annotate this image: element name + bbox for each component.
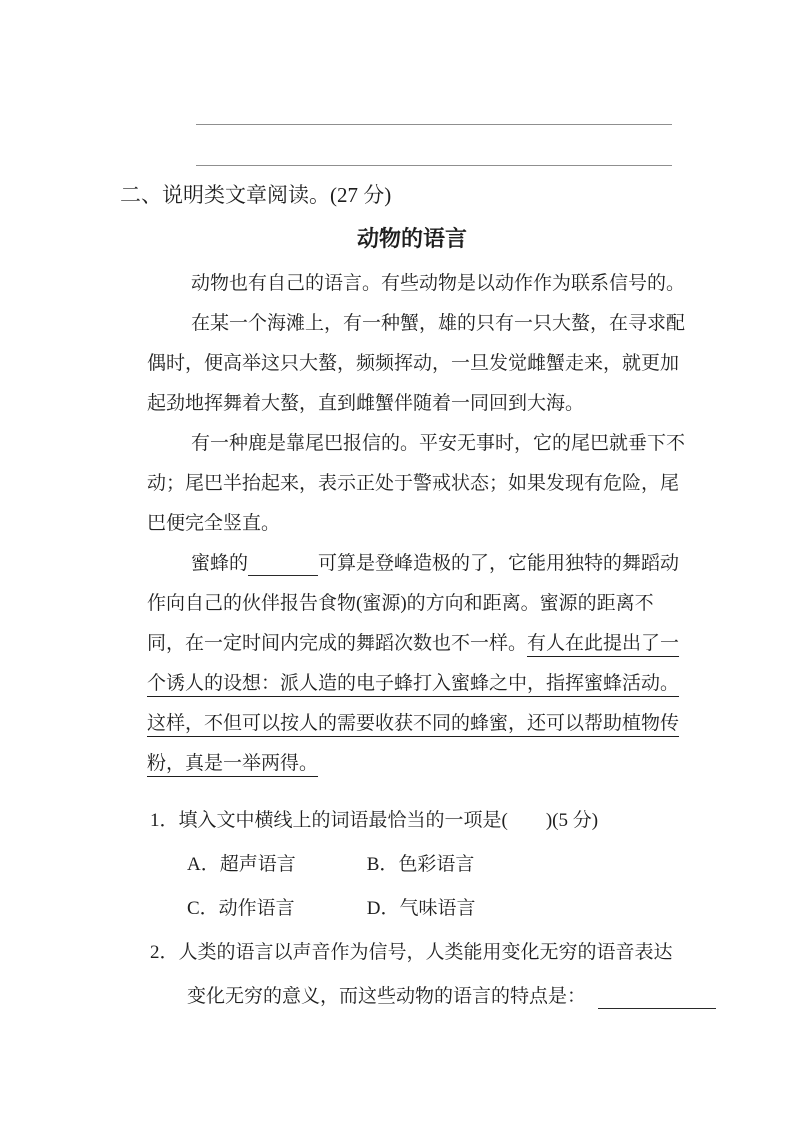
option-a: A．超声语言: [187, 854, 296, 875]
article-text: 个诱人的设想：派人造的电子蜂打入蜜蜂之中，指挥蜜蜂活动。: [147, 673, 680, 694]
article-line: [147, 624, 793, 664]
article-line: [147, 464, 793, 504]
option-c: C．动作语言: [187, 898, 295, 919]
questions-section: [150, 799, 793, 1019]
article-text: 动物也有自己的语言。有些动物是以动作作为联系信号的。: [191, 273, 686, 294]
article-title: 动物的语言: [356, 226, 467, 251]
question-2-line-1: 2．人类的语言以声音作为信号，人类能用变化无穷的语音表达: [150, 942, 673, 963]
article-text: 可算是登峰造极的了，它能用独特的舞蹈动: [318, 553, 680, 574]
article-text: 有人在此提出了一: [527, 633, 680, 654]
option-d: D．气味语言: [366, 898, 476, 919]
section-header: 二、说明类文章阅读。(27 分): [120, 183, 392, 207]
article-line: [147, 744, 793, 784]
article-line: [147, 304, 793, 344]
question-1-options-row: [150, 843, 793, 887]
top-answer-lines: [0, 0, 793, 166]
article-line: [147, 424, 793, 464]
article-body: [147, 264, 793, 784]
article-line: [147, 344, 793, 384]
article-text: 同，在一定时间内完成的舞蹈次数也不一样。: [147, 633, 528, 654]
article-text: 粉，真是一举两得。: [147, 753, 319, 774]
article-text: 蜜蜂的: [191, 553, 249, 574]
article-line: [147, 504, 793, 544]
question-1: 1．填入文中横线上的词语最恰当的一项是( )(5 分): [150, 810, 599, 831]
article-line: [147, 664, 793, 704]
question-2-line-2: [150, 975, 793, 1019]
article-line: [147, 544, 793, 584]
article-text: 偶时，便高举这只大螯，频频挥动，一旦发觉雌蟹走来，就更加: [147, 353, 680, 374]
article-text: 巴便完全竖直。: [147, 513, 281, 534]
fill-blank: [598, 996, 716, 1009]
article-line: [147, 584, 793, 624]
question-2-text: 变化无穷的意义，而这些动物的语言的特点是：: [187, 986, 587, 1007]
fill-blank: [248, 563, 318, 576]
article-text: 在某一个海滩上，有一种蟹，雄的只有一只大螯，在寻求配: [191, 313, 686, 334]
option-b: B．色彩语言: [366, 854, 475, 875]
article-line: [147, 384, 793, 424]
article-text: 有一种鹿是靠尾巴报信的。平安无事时，它的尾巴就垂下不: [191, 433, 686, 454]
answer-line: [196, 165, 672, 166]
article-text: 动；尾巴半抬起来，表示正处于警戒状态；如果发现有危险，尾: [147, 473, 680, 494]
article-text: 这样，不但可以按人的需要收获不同的蜂蜜，还可以帮助植物传: [147, 713, 680, 734]
answer-line: [196, 124, 672, 125]
article-text: 作向自己的伙伴报告食物(蜜源)的方向和距离。蜜源的距离不: [147, 593, 654, 614]
article-text: 起劲地挥舞着大螯，直到雌蟹伴随着一同回到大海。: [147, 393, 585, 414]
article-line: [147, 704, 793, 744]
article-line: [147, 264, 793, 304]
question-1-options-row: [150, 887, 793, 931]
